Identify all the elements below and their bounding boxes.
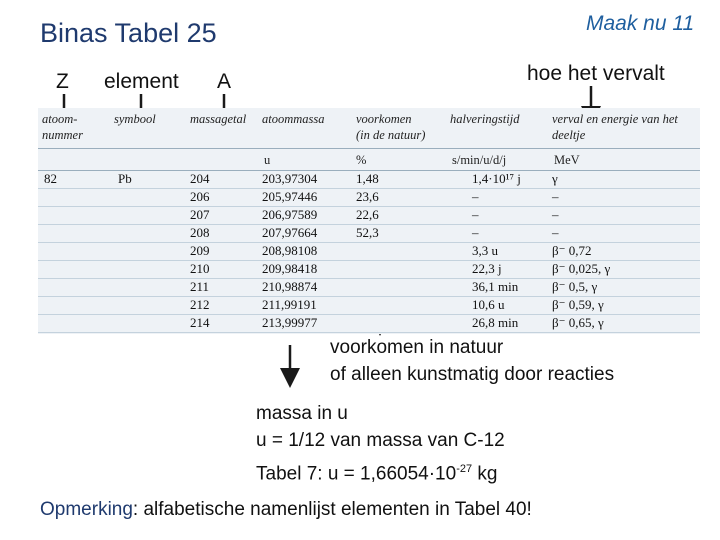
unit-atoommassa: u (264, 153, 271, 167)
header-massagetal: massagetal (190, 112, 247, 126)
cell-atoommassa: 205,97446 (262, 189, 318, 204)
header-atoommassa: atoommassa (262, 112, 325, 126)
label-a: A (217, 70, 232, 93)
exercise-reference: Maak nu 11 (586, 12, 695, 35)
note-massa-1: massa in u (256, 403, 348, 424)
cell-verval: – (552, 207, 559, 222)
cell-halveringstijd: 3,3 u (472, 243, 498, 258)
cell-voorkomen: 22,6 (356, 207, 379, 222)
cell-halveringstijd: 26,8 min (472, 315, 519, 330)
cell-massagetal: 212 (190, 297, 210, 312)
cell-verval: β⁻ 0,025, γ (552, 261, 611, 276)
cell-halveringstijd: – (472, 225, 479, 240)
cell-massagetal: 214 (190, 315, 210, 330)
cell-atoommassa: 208,98108 (262, 243, 318, 258)
cell-halveringstijd: 10,6 u (472, 297, 505, 312)
binas-table-scan (38, 108, 700, 334)
cell-verval: – (552, 225, 559, 240)
cell-massagetal: 206 (190, 189, 210, 204)
cell-halveringstijd: 1,4·10¹⁷ j (472, 171, 521, 186)
cell-massagetal: 207 (190, 207, 210, 222)
unit-halveringstijd: s/min/u/d/j (452, 153, 507, 167)
cell-verval: γ (552, 171, 558, 186)
cell-atoommassa: 209,98418 (262, 261, 318, 276)
cell-massagetal: 211 (190, 279, 210, 294)
cell-voorkomen: 1,48 (356, 171, 379, 186)
note-voorkomen-1: voorkomen in natuur (330, 337, 504, 358)
cell-atoommassa: 210,98874 (262, 279, 318, 294)
cell-verval: β⁻ 0,59, γ (552, 297, 604, 312)
cell-voorkomen: 23,6 (356, 189, 379, 204)
header-halveringstijd: halveringstijd (450, 112, 520, 126)
note-massa-3-exp: -27 (456, 463, 473, 475)
header-voorkomen: voorkomen (356, 112, 412, 126)
cell-voorkomen: 52,3 (356, 225, 379, 240)
cell-verval: β⁻ 0,65, γ (552, 315, 604, 330)
note-massa-3-pre: Tabel 7: u = 1,66054·10 (256, 463, 457, 485)
remark-keyword: Opmerking (40, 499, 133, 520)
row-divider (38, 278, 700, 279)
cell-massagetal: 209 (190, 243, 210, 258)
table-divider (38, 148, 700, 149)
row-divider (38, 332, 700, 333)
note-massa-3 (256, 456, 497, 487)
cell-atoomnummer: 82 (44, 171, 57, 186)
cell-atoommassa: 206,97589 (262, 207, 318, 222)
cell-massagetal: 210 (190, 261, 210, 276)
header-atoomnummer-2: nummer (42, 128, 83, 142)
unit-verval: MeV (554, 153, 580, 167)
note-massa-2: u = 1/12 van massa van C-12 (256, 430, 505, 451)
label-z: Z (56, 70, 69, 93)
cell-atoommassa: 207,97664 (262, 225, 318, 240)
cell-halveringstijd: – (472, 207, 479, 222)
cell-atoommassa: 211,99191 (262, 297, 317, 312)
header-verval: verval en energie van het (552, 112, 678, 126)
cell-massagetal: 208 (190, 225, 210, 240)
slide-title: Binas Tabel 25 (40, 18, 217, 48)
unit-voorkomen: % (356, 153, 367, 167)
cell-halveringstijd: 36,1 min (472, 279, 519, 294)
cell-verval: β⁻ 0,72 (552, 243, 592, 258)
header-voorkomen-2: (in de natuur) (356, 128, 426, 142)
cell-atoommassa: 213,99977 (262, 315, 318, 330)
cell-halveringstijd: 22,3 j (472, 261, 502, 276)
header-atoomnummer: atoom- (42, 112, 78, 126)
cell-atoommassa: 203,97304 (262, 171, 318, 186)
note-massa-3-post: kg (472, 463, 498, 485)
label-element: element (104, 70, 179, 93)
header-verval-2: deeltje (552, 128, 586, 142)
label-decay: hoe het vervalt (527, 62, 665, 85)
cell-verval: β⁻ 0,5, γ (552, 279, 598, 294)
remark (40, 499, 532, 521)
note-voorkomen-2: of alleen kunstmatig door reacties (330, 364, 615, 385)
remark-text: : alfabetische namenlijst elementen in Tabel 40! (132, 499, 532, 520)
cell-symbool: Pb (118, 171, 132, 186)
row-divider (38, 242, 700, 243)
header-symbool: symbool (114, 112, 156, 126)
cell-verval: – (552, 189, 559, 204)
cell-halveringstijd: – (472, 189, 479, 204)
cell-massagetal: 204 (190, 171, 210, 186)
